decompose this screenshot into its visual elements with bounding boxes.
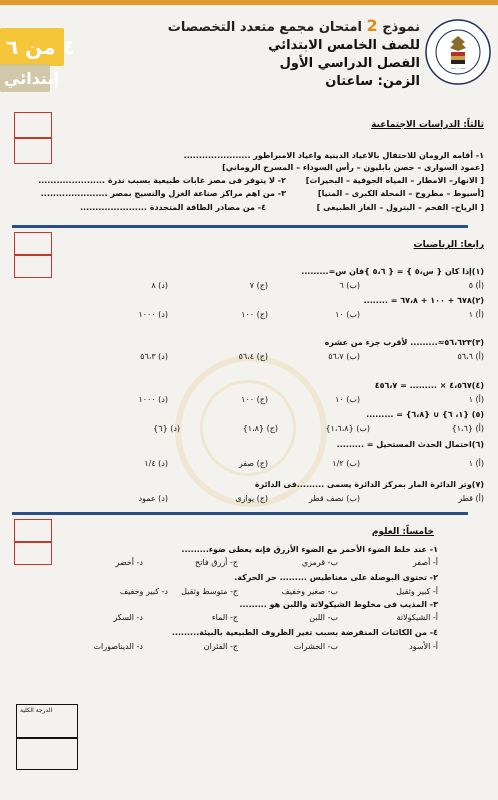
section-divider-1 bbox=[12, 225, 468, 228]
grade-box-social-1 bbox=[14, 112, 52, 138]
science-q1-opt-a: أ- أصفر bbox=[412, 558, 438, 567]
science-q3: ٣- المذيب فى مخلوط الشيكولاتة واللبن هو ......... bbox=[239, 600, 438, 609]
exam-title bbox=[168, 18, 420, 35]
section-divider-2 bbox=[12, 512, 468, 515]
science-q2-opt-c: ج- متوسط وثقيل bbox=[181, 587, 238, 596]
math-q6: (٦)احتمال الحدث المستحيل = ......... bbox=[336, 440, 484, 449]
science-q4-opt-c: ج- الفئران bbox=[203, 642, 238, 651]
social-q3-options: [أسيوط – مطروح – المحلة الكبرى – المنيا] bbox=[317, 189, 484, 198]
social-q2-options: [ الانهار– الامطار – المياه الجوفية – البحيرات] bbox=[305, 176, 484, 185]
math-q5-opt-b: (ب) {١،٦،٨} bbox=[325, 424, 370, 433]
science-q3-opt-b: ب- اللبن bbox=[309, 613, 338, 622]
math-q7-opt-c: (ج) يوازى bbox=[235, 494, 268, 503]
math-section-title: رابعا: الرياضيات bbox=[413, 240, 484, 250]
math-q4-opt-b: (ب) ١٠ bbox=[335, 395, 360, 404]
social-q1: ١- أقامه الرومان للاحتفال بالاعياد الدينية واعياد الامبراطور ...................... bbox=[183, 151, 484, 160]
science-q2-opt-d: د- كبير وخفيف bbox=[119, 587, 168, 596]
stage-badge-text: إبتدائي bbox=[4, 69, 59, 88]
math-q5-opt-a: (أ) {١،٦} bbox=[451, 424, 484, 433]
science-q3-opt-d: د- السكر bbox=[113, 613, 143, 622]
math-q6-opt-c: (ج) صفر bbox=[238, 459, 268, 468]
math-q7-opt-a: (أ) قطر bbox=[458, 494, 484, 503]
math-q4-opt-d: (د) ١٠٠٠ bbox=[138, 395, 168, 404]
social-q1-options: [عمود السوارى – حصن بابليون – رأس السوداء – المسرح الروماني] bbox=[222, 163, 484, 172]
total-score-divider bbox=[17, 737, 77, 739]
math-q2-opt-c: (ج) ١٠٠ bbox=[241, 310, 268, 319]
exam-number: 2 bbox=[366, 16, 378, 35]
math-q1-opt-d: (د) ٨ bbox=[151, 281, 168, 290]
math-q4: (٤)٤،٥٦٧ × ......... = ٤٥٦،٧ bbox=[374, 381, 484, 390]
grade-line: للصف الخامس الابتدائي bbox=[268, 38, 420, 53]
science-q1: ١- عند خلط الضوء الأحمر مع الضوء الأزرق فإنه يعطى ضوء......... bbox=[181, 545, 438, 554]
math-q6-opt-d: (د) ١/٤ bbox=[144, 459, 168, 468]
science-q3-opt-a: أ- الشيكولاتة bbox=[396, 613, 438, 622]
math-q3: (٣)٥٦،٦٢٣≈......... لأقرب جزء من عشره bbox=[324, 338, 484, 347]
math-q2-opt-a: (أ) ١ bbox=[468, 310, 484, 319]
math-q4-opt-c: (ج) ١٠٠ bbox=[241, 395, 268, 404]
grade-box-math-1 bbox=[14, 232, 52, 255]
grade-box-science-1 bbox=[14, 519, 52, 542]
math-q7: (٧)وتر الدائرة المار بمركز الدائرة يسمى .........فى الدائرة bbox=[254, 480, 484, 489]
grade-box-social-2 bbox=[14, 138, 52, 164]
science-q4-opt-a: أ- الأسود bbox=[409, 642, 438, 651]
science-q1-opt-d: د- أخضر bbox=[115, 558, 143, 567]
math-q5-opt-d: (د) {٦} bbox=[153, 424, 180, 433]
social-q4: ٤- من مصادر الطاقة المتجددة ...................... bbox=[80, 203, 266, 212]
header-top-bar bbox=[0, 0, 498, 5]
exam-prefix: نموذج bbox=[382, 20, 420, 35]
math-q7-opt-d: (د) عمود bbox=[138, 494, 168, 503]
math-q1: (١)إذا كان { س،٥ } = { ٥،٦ }فان س=......... bbox=[301, 267, 484, 276]
science-q4-opt-d: د- الديناصورات bbox=[93, 642, 143, 651]
science-q4: ٤- من الكائنات المنقرضة بسبب تغير الظروف الطبيعية بالبيئة......... bbox=[171, 628, 438, 637]
ministry-logo-icon bbox=[424, 18, 492, 86]
math-q7-opt-b: (ب) نصف قطر bbox=[308, 494, 360, 503]
social-q4-options: [ الرياح– الفحم – البترول – الغاز الطبيعى ] bbox=[316, 203, 484, 212]
math-q2: (٢)٦٧٨ + ١٠٠ + ٦٧،٨ = ........ bbox=[363, 296, 484, 305]
logo-caption: — · — bbox=[450, 66, 466, 72]
grade-box-science-2 bbox=[14, 542, 52, 565]
page-badge-text: ٤ من ٦ bbox=[6, 35, 75, 59]
math-q3-opt-d: (د) ٥٦،٣ bbox=[140, 352, 168, 361]
math-q5-opt-c: (ج) {١،٨} bbox=[242, 424, 278, 433]
term-line: الفصل الدراسي الأول bbox=[279, 56, 420, 71]
math-q3-opt-c: (ج) ٥٦،٤ bbox=[238, 352, 268, 361]
total-score-label: الدرجة الكلية bbox=[20, 707, 53, 714]
science-q2-opt-b: ب- صغير وخفيف bbox=[281, 587, 338, 596]
science-section-title: خامساً: العلوم bbox=[371, 527, 434, 537]
science-q3-opt-c: ج- الماء bbox=[211, 613, 238, 622]
exam-title-rest: امتحان مجمع متعدد التخصصات bbox=[167, 20, 362, 35]
math-q3-opt-b: (ب) ٥٦،٧ bbox=[328, 352, 360, 361]
math-q2-opt-b: (ب) ١٠ bbox=[335, 310, 360, 319]
science-q1-opt-b: ب- قرمزي bbox=[301, 558, 338, 567]
social-q3: ٣- من اهم مراكز صناعة الغزل والنسيج بمصر ...................... bbox=[40, 189, 286, 198]
science-q2: ٢- تحتوى البوصلة على مغناطيس ......... حر الحركة. bbox=[234, 573, 438, 582]
science-q4-opt-b: ب- الحشرات bbox=[293, 642, 338, 651]
math-q1-opt-b: (ب) ٦ bbox=[339, 281, 360, 290]
grade-box-math-2 bbox=[14, 255, 52, 278]
math-q1-opt-a: (أ) ٥ bbox=[468, 281, 484, 290]
math-q5: (٥) {١، ٦} ∪ {٦،٨} = ......... bbox=[366, 410, 484, 419]
math-q2-opt-d: (د) ١٠٠٠ bbox=[138, 310, 168, 319]
math-q4-opt-a: (أ) ١ bbox=[468, 395, 484, 404]
math-q6-opt-b: (ب) ١/٢ bbox=[332, 459, 360, 468]
math-q3-opt-a: (أ) ٥٦،٦ bbox=[457, 352, 484, 361]
social-section-title: ثالثاً: الدراسات الاجتماعية bbox=[371, 120, 484, 130]
math-q1-opt-c: (ج) ٧ bbox=[249, 281, 268, 290]
time-line: الزمن: ساعتان bbox=[325, 74, 420, 89]
math-q6-opt-a: (أ) ١ bbox=[468, 459, 484, 468]
social-q2: ٢- لا يتوفر فى مصر غابات طبيعية بسبب ندرة ...................... bbox=[38, 176, 286, 185]
science-q1-opt-c: ج- أزرق فاتح bbox=[195, 558, 238, 567]
science-q2-opt-a: أ- كبير وثقيل bbox=[396, 587, 438, 596]
